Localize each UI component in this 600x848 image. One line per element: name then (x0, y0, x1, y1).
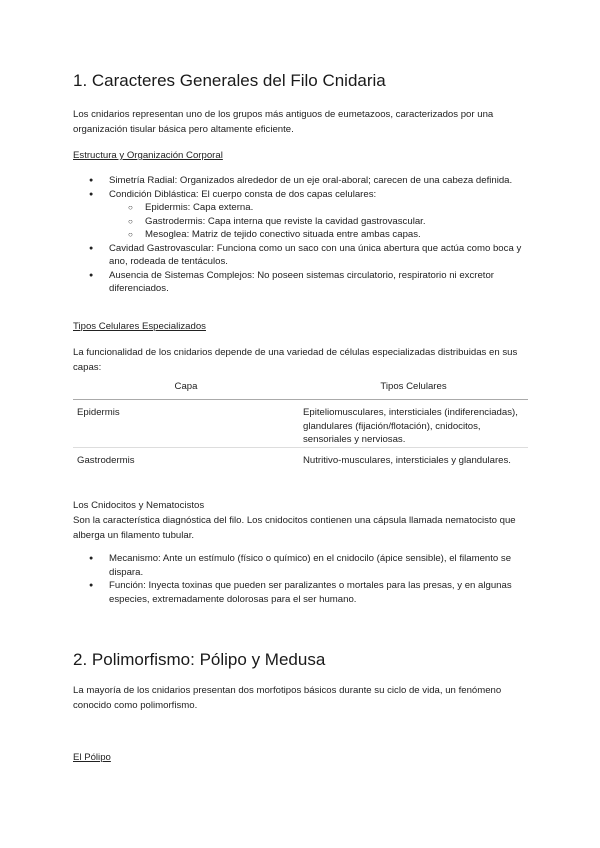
table-cell: Gastrodermis (77, 455, 135, 466)
cell-types-intro: La funcionalidad de los cnidarios depende de una variedad de células especializadas distribuidas en sus capas: (73, 347, 518, 373)
table-header: Capa (73, 373, 299, 400)
table-header: Tipos Celulares (299, 373, 528, 400)
list-item: ● Cavidad Gastrovascular: Funciona como un saco con una única abertura que actúa como boca y ano, rodeada de tentáculos. (73, 242, 528, 269)
section-1-intro: Los cnidarios representan uno de los grupos más antiguos de eumetazoos, caracterizados por una organización tisular básica pero altamente eficiente. (73, 109, 494, 135)
cnidocytes-intro: Son la característica diagnóstica del filo. Los cnidocitos contienen una cápsula llamada nematocisto que alberga un filamento tubular. (73, 515, 516, 541)
list-item: ● Mecanismo: Ante un estímulo (físico o químico) en el cnidocilo (ápice sensible), el filamento se dispara. (73, 552, 528, 579)
table-row (73, 400, 528, 448)
polyp-heading: El Pólipo (73, 752, 111, 763)
table-cell: Nutritivo-musculares, intersticiales y glandulares. (303, 455, 511, 466)
section-2-title: 2. Polimorfismo: Pólipo y Medusa (73, 650, 326, 669)
section-2-intro: La mayoría de los cnidarios presentan dos morfotipos básicos durante su ciclo de vida, un fenómeno conocido como polimorfismo. (73, 685, 502, 711)
table-cell: Epiteliomusculares, intersticiales (indiferenciadas), glandulares (fijación/flotación), cnidocitos, sensoriales y nerviosas. (299, 400, 528, 448)
sub-list-item: ○ Epidermis: Capa externa. (73, 201, 528, 215)
cnidocytes-list (73, 552, 528, 606)
cnidocytes-heading: Los Cnidocitos y Nematocistos (73, 500, 205, 511)
sub-list-item: ○ Gastrodermis: Capa interna que reviste la cavidad gastrovascular. (73, 215, 528, 229)
sub-list-item: ○ Mesoglea: Matriz de tejido conectivo situada entre ambas capas. (73, 228, 528, 242)
table-cell: Epidermis (73, 400, 299, 448)
table-row (73, 448, 528, 490)
cell-types-heading: Tipos Celulares Especializados (73, 321, 206, 332)
list-item: ● Ausencia de Sistemas Complejos: No poseen sistemas circulatorio, respiratorio ni excretor diferenciados. (73, 269, 528, 296)
list-item: ● Condición Diblástica: El cuerpo consta de dos capas celulares: (73, 188, 528, 202)
section-1-title: 1. Caracteres Generales del Filo Cnidaria (73, 71, 386, 90)
list-item: ● Simetría Radial: Organizados alrededor de un eje oral-aboral; carecen de una cabeza definida. (73, 174, 528, 188)
structure-heading: Estructura y Organización Corporal (73, 150, 223, 161)
cell-types-table (73, 373, 528, 489)
list-item: ● Función: Inyecta toxinas que pueden ser paralizantes o mortales para las presas, y en algunas especies, extremadamente dolorosas para el ser humano. (73, 579, 528, 606)
structure-list (73, 174, 528, 296)
